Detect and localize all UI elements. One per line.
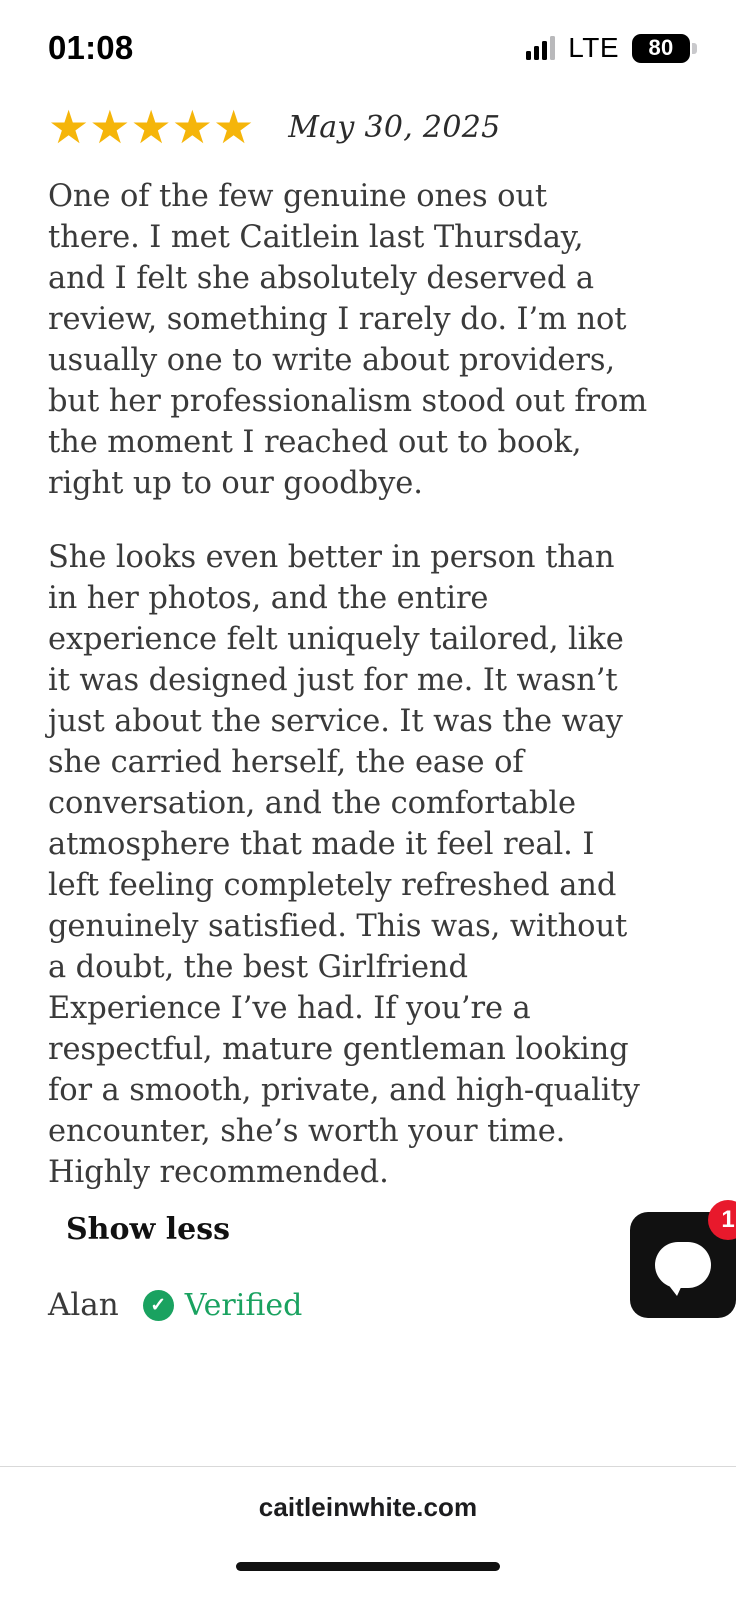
chat-bubble-icon <box>655 1242 711 1288</box>
home-indicator-area <box>0 1548 736 1600</box>
battery-icon <box>632 34 690 63</box>
home-indicator[interactable] <box>236 1562 500 1571</box>
review-card <box>0 96 736 1466</box>
browser-url-bar[interactable] <box>0 1466 736 1548</box>
reviewer-name: Alan <box>48 1287 119 1323</box>
battery-percent-label: 80 <box>648 35 674 60</box>
url-label: caitleinwhite.com <box>258 1492 478 1522</box>
chat-widget-button[interactable] <box>630 1206 736 1318</box>
review-paragraph-1: One of the few genuine ones out there. I met Caitlein last Thursday, and I felt she absolutely deserved a review, something I rarely do. I’m not usually one to write about providers, but her professionalism stood out from the moment I reached out to book, right up to our goodbye. <box>48 179 648 501</box>
verified-check-icon: ✓ <box>143 1290 174 1321</box>
star-rating-icon: ★★★★★ <box>48 101 255 153</box>
review-date: May 30, 2025 <box>288 109 501 145</box>
review-paragraph-2: She looks even better in person than in her photos, and the entire experience felt uniquely tailored, like it was designed just for me. It wasn’t just about the service. It was the way she carried herself, the ease of conversation, and the comfortable atmosphere that made it feel real. I left feeling completely refreshed and genuinely satisfied. This was, without a doubt, the best Girlfriend Experience I’ve had. If you’re a respectful, mature gentleman looking for a smooth, private, and high-quality encounter, she’s worth your time. Highly recommended. <box>48 540 640 1190</box>
reviewer-row <box>48 1287 696 1323</box>
show-less-button[interactable]: Show less <box>66 1212 231 1247</box>
status-indicators <box>526 32 690 64</box>
review-header <box>48 96 696 153</box>
chat-unread-badge: 1 <box>708 1200 736 1240</box>
status-time: 01:08 <box>48 29 134 66</box>
review-body <box>48 176 696 1193</box>
network-type-label: LTE <box>568 32 619 63</box>
cellular-signal-icon <box>526 36 555 60</box>
status-badge <box>143 1288 303 1323</box>
status-bar <box>0 0 736 96</box>
verified-label: Verified <box>184 1287 303 1323</box>
